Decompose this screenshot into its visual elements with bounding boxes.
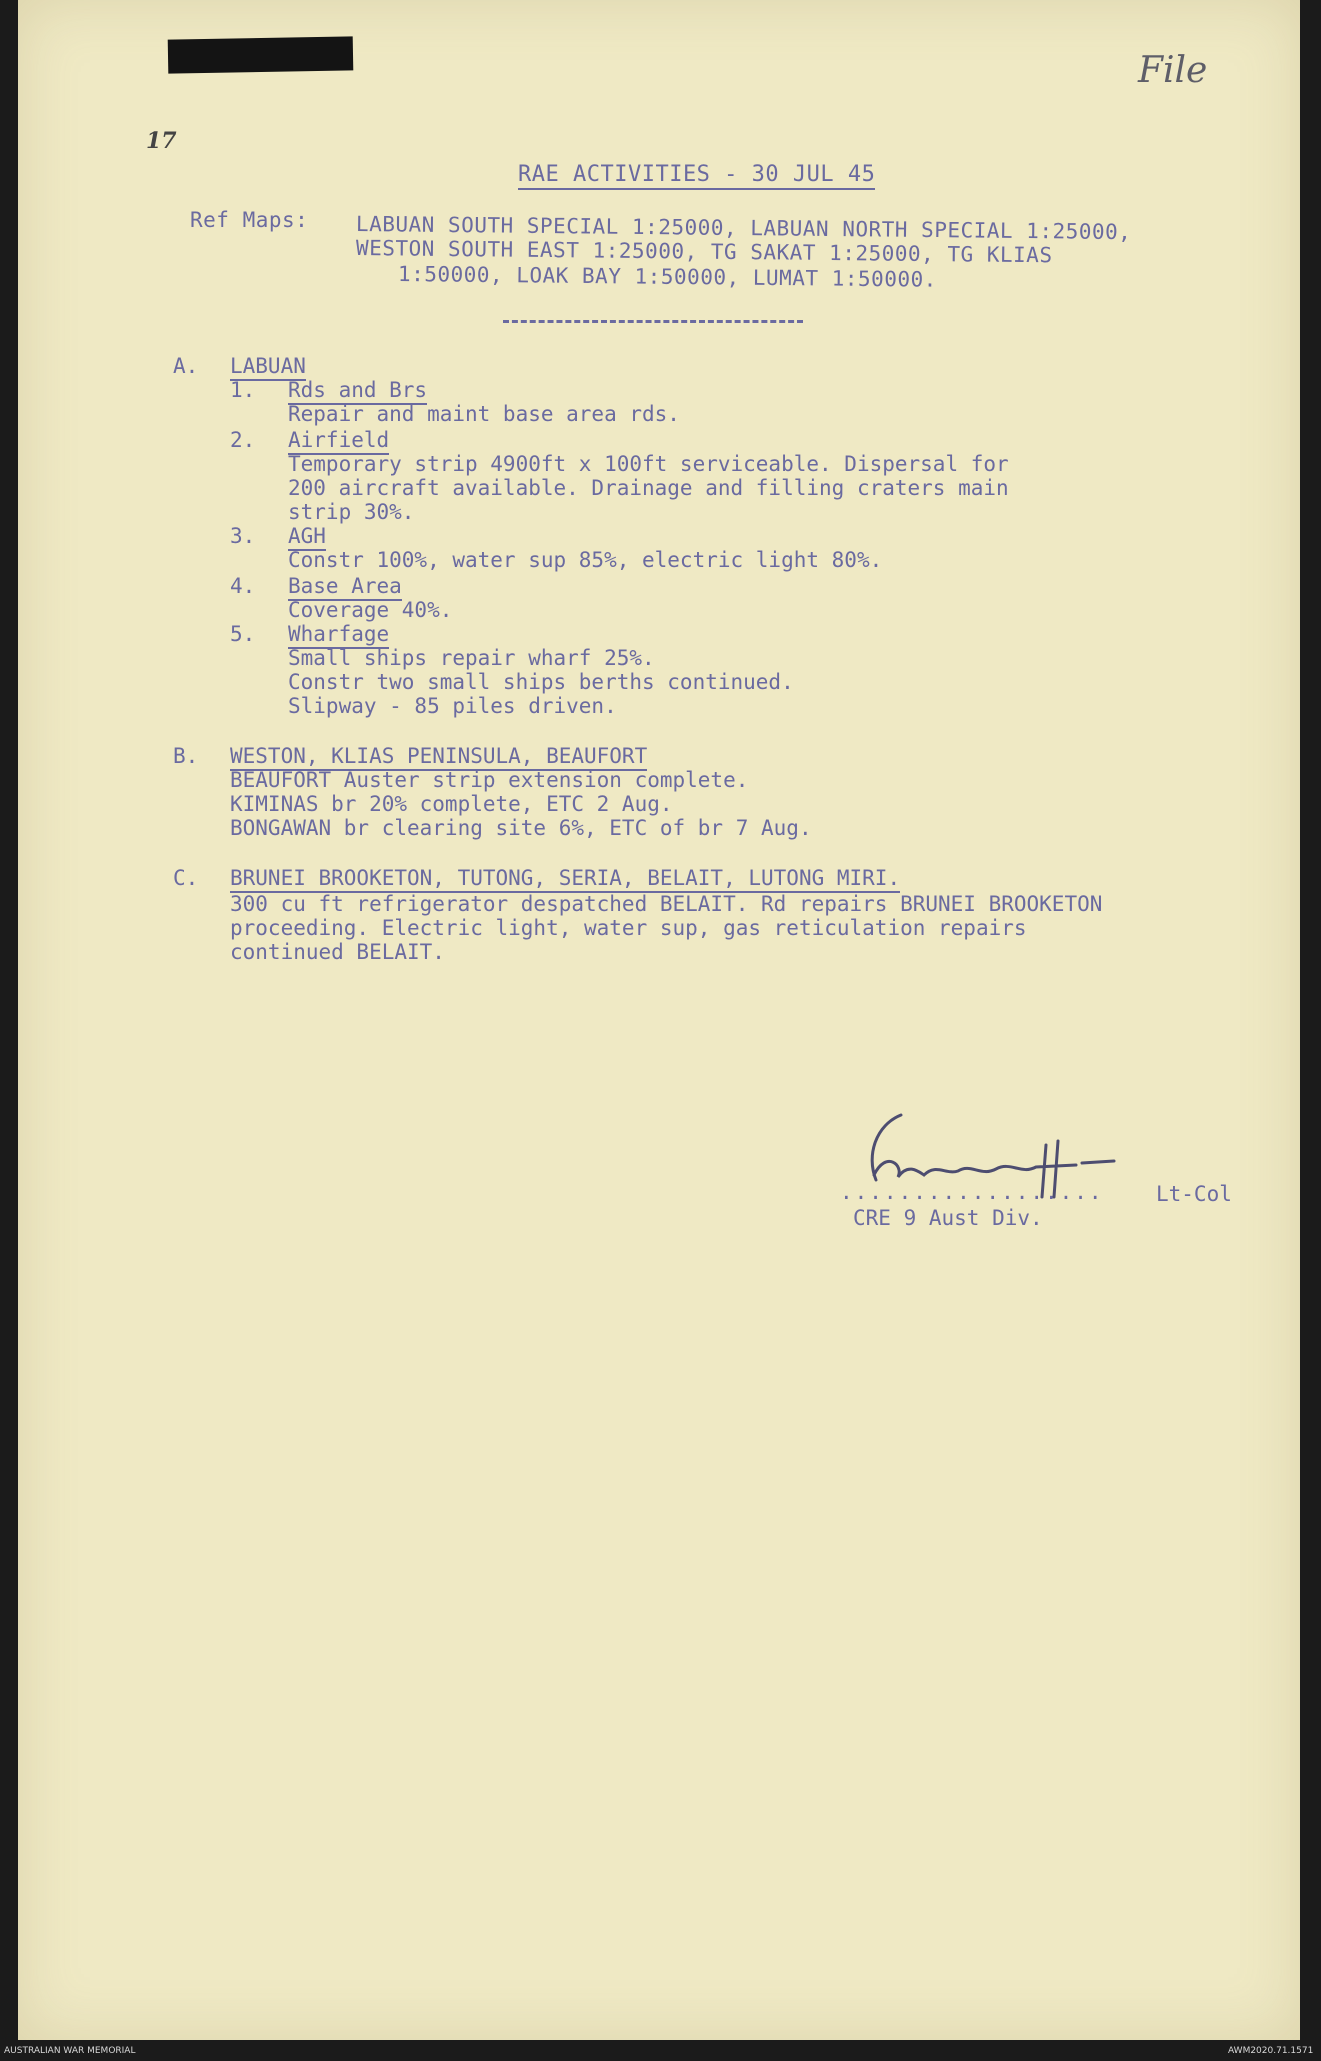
- item-text: Small ships repair wharf 25%.: [288, 646, 655, 670]
- item-heading: Rds and Brs: [288, 378, 427, 405]
- item-text: Repair and maint base area rds.: [288, 402, 680, 426]
- item-number: 1.: [230, 378, 256, 402]
- item-heading: Airfield: [288, 428, 389, 455]
- item-text: Constr 100%, water sup 85%, electric light 80%.: [288, 548, 883, 572]
- item-number: 5.: [230, 622, 256, 646]
- pin-annotation: 17: [146, 128, 177, 154]
- section-text: BEAUFORT Auster strip extension complete.: [230, 768, 749, 792]
- item-number: 4.: [230, 574, 256, 598]
- separator-rule: [503, 320, 803, 323]
- section-text: BONGAWAN br clearing site 6%, ETC of br 7 Aug.: [230, 816, 812, 840]
- ref-maps-line: WESTON SOUTH EAST 1:25000, TG SAKAT 1:25000, TG KLIAS: [355, 236, 1053, 268]
- section-heading: WESTON, KLIAS PENINSULA, BEAUFORT: [230, 744, 647, 771]
- item-heading: Wharfage: [288, 622, 389, 649]
- ref-maps-line: LABUAN SOUTH SPECIAL 1:25000, LABUAN NORTH SPECIAL 1:25000,: [355, 212, 1132, 245]
- item-text: 200 aircraft available. Drainage and filling craters main: [288, 476, 1009, 500]
- document-title: RAE ACTIVITIES - 30 JUL 45: [518, 162, 875, 190]
- document-page: [18, 0, 1300, 2040]
- item-heading: Base Area: [288, 574, 402, 601]
- item-text: strip 30%.: [288, 500, 415, 524]
- item-text: Constr two small ships berths continued.: [288, 670, 794, 694]
- section-text: proceeding. Electric light, water sup, gas reticulation repairs: [230, 916, 1027, 940]
- section-heading: BRUNEI BROOKETON, TUTONG, SERIA, BELAIT, LUTONG MIRI.: [230, 866, 900, 893]
- item-text: Temporary strip 4900ft x 100ft serviceable. Dispersal for: [288, 452, 1009, 476]
- item-number: 3.: [230, 524, 256, 548]
- item-heading: AGH: [288, 524, 326, 551]
- file-annotation: File: [1138, 50, 1208, 91]
- item-text: Coverage 40%.: [288, 598, 453, 622]
- footer-accession-number: AWM2020.71.1571: [1228, 2046, 1314, 2056]
- section-text: continued BELAIT.: [230, 940, 445, 964]
- section-heading: LABUAN: [230, 354, 306, 381]
- item-text: Slipway - 85 piles driven.: [288, 694, 617, 718]
- signature-rank: Lt-Col: [1156, 1182, 1232, 1206]
- section-letter: A.: [173, 354, 199, 378]
- item-number: 2.: [230, 428, 256, 452]
- section-text: KIMINAS br 20% complete, ETC 2 Aug.: [230, 792, 673, 816]
- ref-maps-label: Ref Maps:: [190, 208, 309, 232]
- section-text: 300 cu ft refrigerator despatched BELAIT. Rd repairs BRUNEI BROOKETON: [230, 892, 1103, 916]
- section-letter: C.: [173, 866, 199, 890]
- signature-dotted-line: ..................: [840, 1180, 1104, 1204]
- footer-institution: AUSTRALIAN WAR MEMORIAL: [4, 2046, 136, 2056]
- section-letter: B.: [173, 744, 199, 768]
- ref-maps-line: 1:50000, LOAK BAY 1:50000, LUMAT 1:50000.: [397, 262, 937, 292]
- signature-unit: CRE 9 Aust Div.: [853, 1206, 1043, 1230]
- tape-strip: [168, 36, 354, 73]
